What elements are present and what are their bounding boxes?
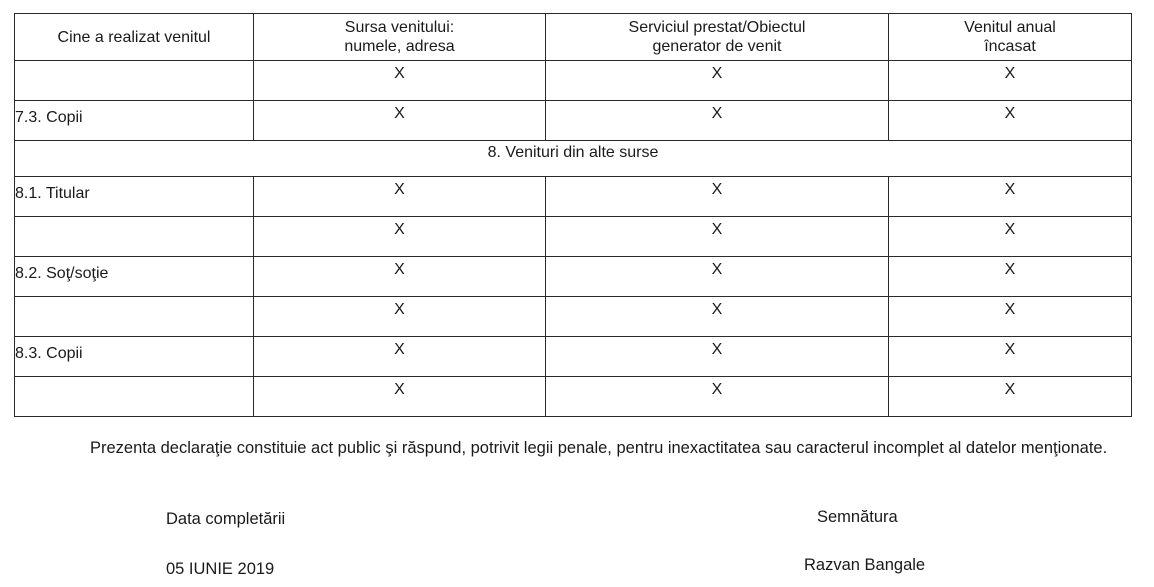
cell-source: X [254,377,546,417]
table-row [15,177,1132,217]
cell-service: X [546,101,889,141]
header-annual-income-text: Venitul anual încasat [964,19,1056,55]
declaration-text: Prezenta declaraţie constituie act public şi răspund, potrivit legii penale, pentru inexactitatea sau caracterul incomplet al datelor menţionate. [90,439,1108,457]
table-row [15,257,1132,297]
header-income-source [254,14,546,61]
cell-income: X [889,257,1132,297]
cell-income: X [889,337,1132,377]
header-annual-income [889,14,1132,61]
cell-income: X [889,101,1132,141]
row-label: 8.3. Copii [15,337,254,377]
header-service-provided-text: Serviciul prestat/Obiectul generator de venit [628,19,806,55]
table-row [15,377,1132,417]
date-label: Data completării [166,510,286,528]
table-row [15,337,1132,377]
cell-service: X [546,257,889,297]
table-row [15,101,1132,141]
row-label: 8.2. Soţ/soţie [15,257,254,297]
header-service-provided [546,14,889,61]
cell-source: X [254,177,546,217]
cell-service: X [546,297,889,337]
row-label [15,61,254,101]
cell-service: X [546,377,889,417]
cell-service: X [546,177,889,217]
signature-label: Semnătura [817,508,898,526]
cell-source: X [254,217,546,257]
cell-income: X [889,217,1132,257]
section-row [15,141,1132,177]
cell-source: X [254,337,546,377]
cell-income: X [889,177,1132,217]
cell-income: X [889,297,1132,337]
cell-source: X [254,101,546,141]
row-label [15,377,254,417]
cell-service: X [546,217,889,257]
cell-source: X [254,257,546,297]
row-label: 7.3. Copii [15,101,254,141]
row-label: 8.1. Titular [15,177,254,217]
table-row [15,217,1132,257]
cell-source: X [254,297,546,337]
table-header-row [15,14,1132,61]
cell-income: X [889,61,1132,101]
header-income-source-text: Sursa venitului: numele, adresa [344,19,455,55]
row-label [15,297,254,337]
cell-source: X [254,61,546,101]
cell-service: X [546,61,889,101]
section-title: 8. Venituri din alte surse [15,141,1132,177]
cell-income: X [889,377,1132,417]
cell-service: X [546,337,889,377]
table-row [15,297,1132,337]
income-table [14,13,1132,417]
header-income-earner: Cine a realizat venitul [15,14,254,61]
row-label [15,217,254,257]
table-row [15,61,1132,101]
signature-value: Razvan Bangale [804,556,926,574]
date-value: 05 IUNIE 2019 [166,560,275,578]
